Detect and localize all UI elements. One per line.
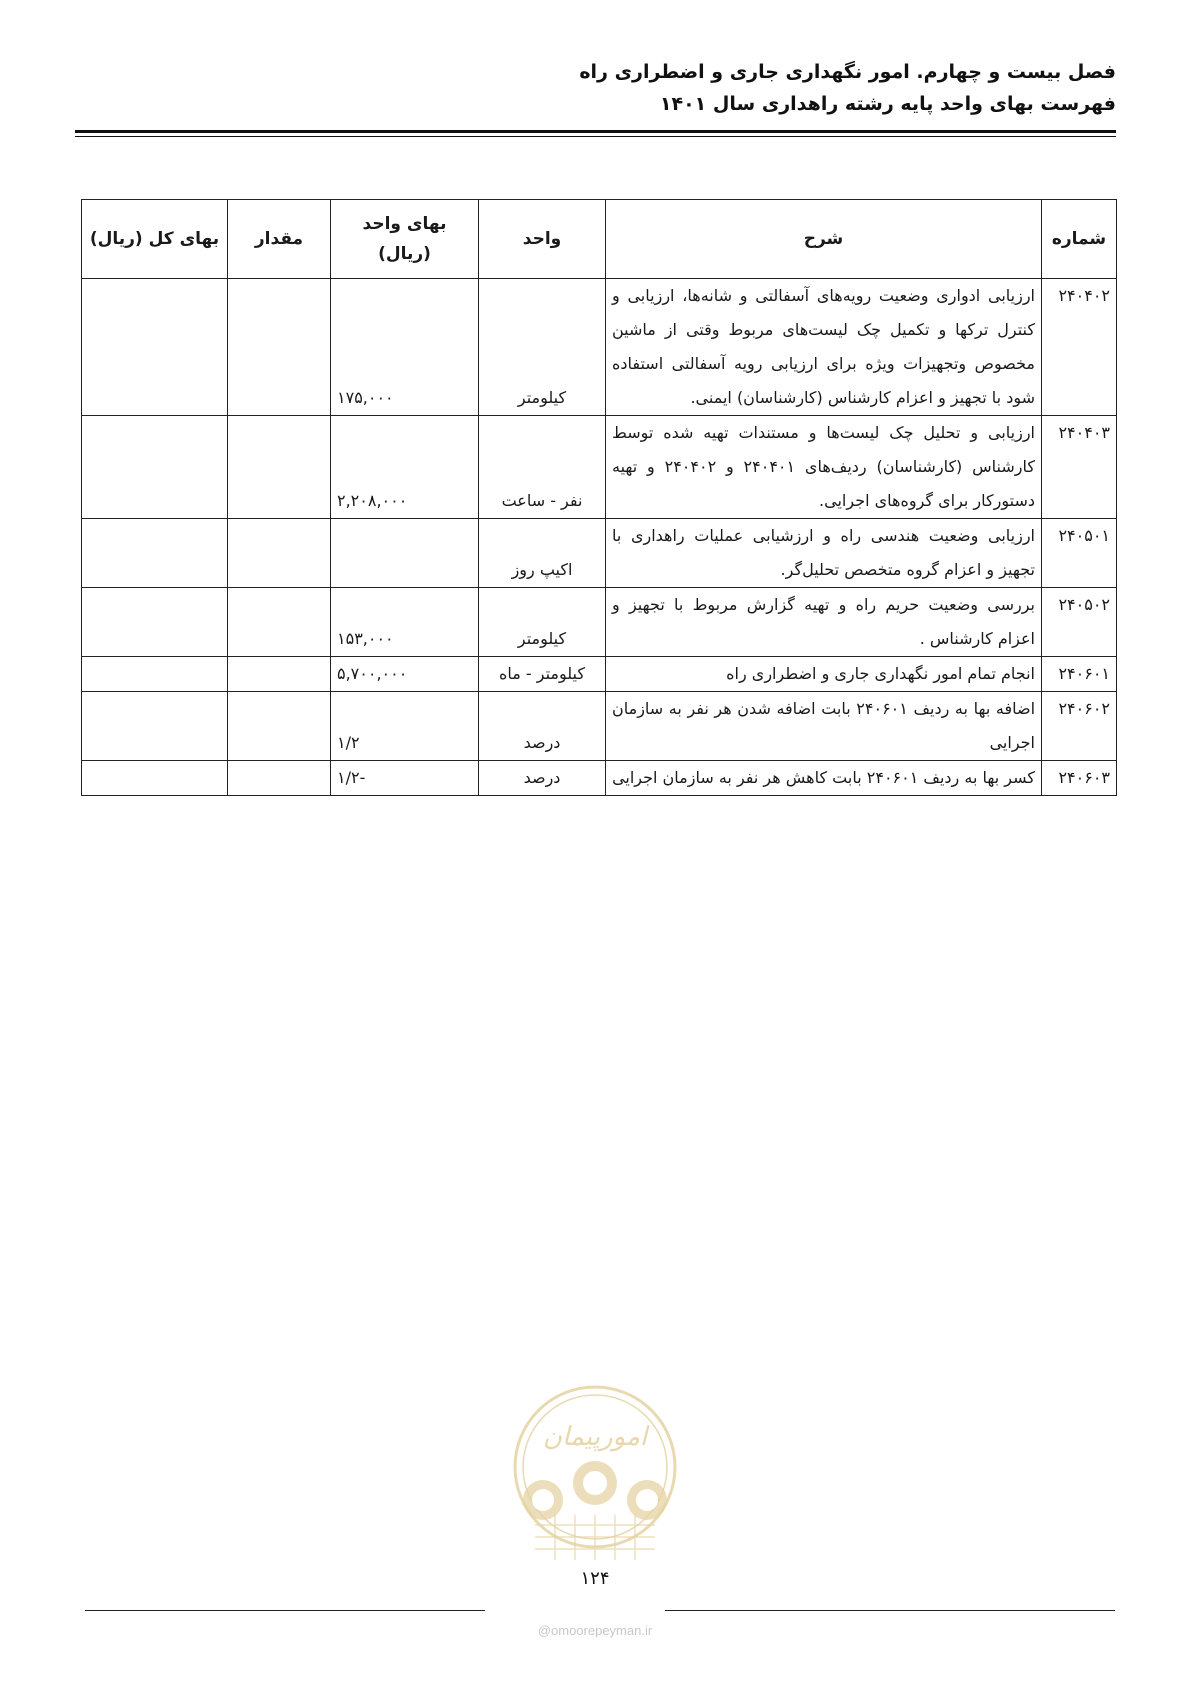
row-quantity <box>228 588 331 657</box>
row-description: ارزیابی و تحلیل چک لیست‌ها و مستندات تهیه شده توسط کارشناس (کارشناسان) ردیف‌های ۲۴۰۴۰۱ و ۲۴۰۴۰۲ و تهیه دستورکار برای گروه‌های اجرایی. <box>606 416 1042 519</box>
page-number: ۱۲۴ <box>580 1568 610 1589</box>
row-unit-price: -۱/۲ <box>331 761 479 796</box>
table-row <box>82 761 1117 796</box>
header-quantity: مقدار <box>228 200 331 279</box>
table-row <box>82 692 1117 761</box>
row-description: ارزیابی وضعیت هندسی راه و ارزشیابی عملیات راهداری با تجهیز و اعزام گروه متخصص تحلیل‌گر. <box>606 519 1042 588</box>
table-row <box>82 279 1117 416</box>
row-number: ۲۴۰۶۰۱ <box>1042 657 1117 692</box>
row-unit-price: ۱۵۳,۰۰۰ <box>331 588 479 657</box>
table-row <box>82 416 1117 519</box>
row-unit-price: ۱/۲ <box>331 692 479 761</box>
row-quantity <box>228 657 331 692</box>
row-description: کسر بها به ردیف ۲۴۰۶۰۱ بابت کاهش هر نفر به سازمان اجرایی <box>606 761 1042 796</box>
row-unit: کیلومتر <box>479 279 606 416</box>
header-rule-thin <box>75 136 1116 137</box>
row-unit: کیلومتر <box>479 588 606 657</box>
row-description: بررسی وضعیت حریم راه و تهیه گزارش مربوط با تجهیز و اعزام کارشناس . <box>606 588 1042 657</box>
row-total-price <box>82 416 228 519</box>
chapter-title: فصل بیست و چهارم. امور نگهداری جاری و اضطراری راه <box>579 61 1116 83</box>
watermark-logo <box>505 1375 685 1585</box>
row-number: ۲۴۰۴۰۲ <box>1042 279 1117 416</box>
row-unit-price: ۱۷۵,۰۰۰ <box>331 279 479 416</box>
row-quantity <box>228 692 331 761</box>
row-number: ۲۴۰۶۰۲ <box>1042 692 1117 761</box>
row-unit: کیلومتر - ماه <box>479 657 606 692</box>
header-unit: واحد <box>479 200 606 279</box>
list-title: فهرست بهای واحد پایه رشته راهداری سال ۱۴۰۱ <box>659 93 1116 115</box>
footer-rule-left <box>85 1610 485 1611</box>
row-unit: درصد <box>479 761 606 796</box>
row-quantity <box>228 416 331 519</box>
row-unit: درصد <box>479 692 606 761</box>
page-header <box>71 56 1116 120</box>
row-unit: اکیپ روز <box>479 519 606 588</box>
row-description: انجام تمام امور نگهداری جاری و اضطراری راه <box>606 657 1042 692</box>
row-number: ۲۴۰۶۰۳ <box>1042 761 1117 796</box>
footer-rule-right <box>665 1610 1115 1611</box>
row-total-price <box>82 657 228 692</box>
table-row <box>82 519 1117 588</box>
row-total-price <box>82 279 228 416</box>
watermark-text: امورپیمان <box>542 1422 648 1452</box>
table-row <box>82 588 1117 657</box>
header-total-price: بهای کل (ریال) <box>82 200 228 279</box>
row-total-price <box>82 761 228 796</box>
row-unit-price: ۲,۲۰۸,۰۰۰ <box>331 416 479 519</box>
header-rule-thick <box>75 130 1116 133</box>
row-unit: نفر - ساعت <box>479 416 606 519</box>
header-number: شماره <box>1042 200 1117 279</box>
header-description: شرح <box>606 200 1042 279</box>
row-total-price <box>82 692 228 761</box>
row-number: ۲۴۰۴۰۳ <box>1042 416 1117 519</box>
row-total-price <box>82 588 228 657</box>
price-table <box>81 199 1117 796</box>
row-number: ۲۴۰۵۰۲ <box>1042 588 1117 657</box>
row-quantity <box>228 761 331 796</box>
row-description: اضافه بها به ردیف ۲۴۰۶۰۱ بابت اضافه شدن هر نفر به سازمان اجرایی <box>606 692 1042 761</box>
row-number: ۲۴۰۵۰۱ <box>1042 519 1117 588</box>
table-header-row <box>82 200 1117 279</box>
row-total-price <box>82 519 228 588</box>
row-quantity <box>228 279 331 416</box>
row-unit-price <box>331 519 479 588</box>
row-unit-price: ۵,۷۰۰,۰۰۰ <box>331 657 479 692</box>
row-quantity <box>228 519 331 588</box>
row-description: ارزیابی ادواری وضعیت رویه‌های آسفالتی و شانه‌ها، ارزیابی و کنترل ترکها و تکمیل چک لیست‌های مربوط وقتی از ماشین مخصوص وتجهیزات ویژه برای ارزیابی رویه آسفالتی استفاده شود با تجهیز و اعزام کارشناس (کارشناسان) ایمنی. <box>606 279 1042 416</box>
table-row <box>82 657 1117 692</box>
site-watermark: @omoorepeyman.ir <box>537 1623 653 1638</box>
header-unit-price: بهای واحد (ریال) <box>331 200 479 279</box>
